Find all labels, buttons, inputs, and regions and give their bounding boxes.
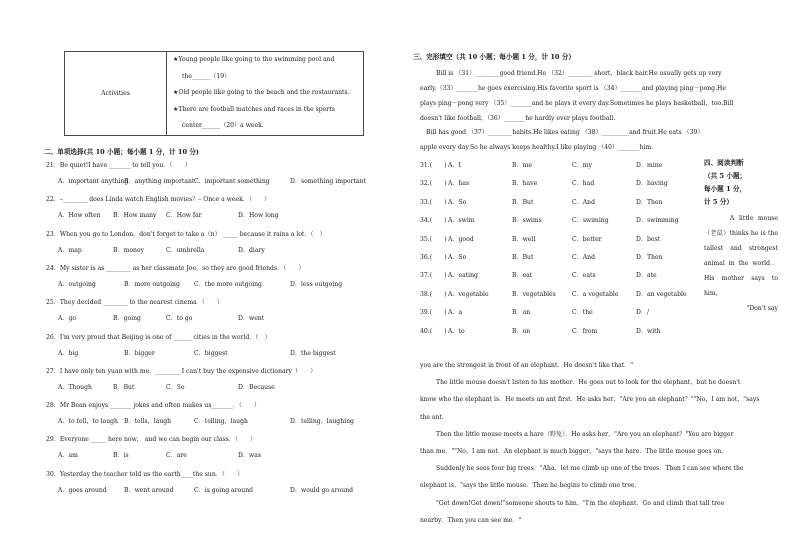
cloze-answer-row <box>420 291 710 301</box>
option-c[interactable]: C．biggest <box>194 349 228 357</box>
cloze-question-number[interactable]: 31.( ) <box>420 162 447 169</box>
option-a[interactable]: A．outgoing <box>58 280 96 288</box>
question-stem: 24．My sister is as ________ as her classmate Joe，so they are good friends．（ ） <box>46 264 305 272</box>
option-d[interactable]: D．telling，laughing <box>290 418 354 426</box>
cloze-option-c[interactable]: C．a vegetable <box>572 290 619 298</box>
option-d[interactable]: D．something important <box>290 178 366 185</box>
option-d[interactable]: D．the biggest <box>290 349 336 357</box>
cloze-question-number[interactable]: 35.( ) <box>420 235 447 243</box>
story-line: "Get down!Get down!"someone shouts to him，"I'm the elephant．Go and climb that tall tree <box>436 499 725 507</box>
cloze-question-number[interactable]: 39.( ) <box>420 309 447 317</box>
cloze-option-d[interactable]: D．Then <box>636 254 663 261</box>
option-a[interactable]: A．map <box>58 246 82 254</box>
section-3-title: 三、完形填空（共 10 小题；每小题 1 分，计 10 分） <box>413 53 575 61</box>
option-d[interactable]: D．went <box>238 315 265 323</box>
cloze-option-d[interactable]: D．with <box>636 327 661 335</box>
option-b[interactable]: B．more outgoing <box>124 280 180 288</box>
story-line: elephant is，"says the little mouse．Then he begins to climb one tree． <box>420 482 641 490</box>
section-2-title: 二、单项选择(共 10 小题；每小题 1 分，计 10 分) <box>44 148 200 156</box>
cloze-question-number[interactable]: 40.( ) <box>420 327 447 335</box>
question-stem: 28．Mr Bean enjoys _______ jokes and often makes us_______．（ ） <box>46 402 261 410</box>
cloze-question-number[interactable]: 33.( ) <box>420 198 447 206</box>
story-line: nearby．Then you can see me．" <box>420 516 522 524</box>
cloze-option-b[interactable]: B．me <box>512 162 532 169</box>
cloze-line: apple every day.So he always keeps healthy.I like playing （40）_______him. <box>420 144 654 151</box>
question-stem: 25．They decided ________ to the nearest cinema （ ） <box>46 299 224 307</box>
cloze-option-c[interactable]: C．my <box>572 162 592 169</box>
cloze-option-a[interactable]: A．a <box>448 309 463 317</box>
cloze-option-a[interactable]: A．vegetable <box>448 290 489 298</box>
option-b[interactable]: B．bigger <box>124 349 155 357</box>
cloze-question-number[interactable]: 37.( ) <box>420 272 447 280</box>
option-b[interactable]: B．is <box>113 452 129 460</box>
question-stem: 21．Be quiet!I have _______ to tell you．（ ） <box>46 162 191 169</box>
cloze-option-b[interactable]: B．an <box>512 309 531 317</box>
cloze-option-a[interactable]: A．has <box>448 180 470 188</box>
cloze-answer-row <box>420 162 710 172</box>
option-c[interactable]: C．How far <box>166 212 202 220</box>
option-d[interactable]: D．diary <box>238 246 265 254</box>
story-line: than me．""No，I am not．An elephant is much bigger，"says the hare．The little mouse goes on． <box>420 448 728 455</box>
activities-table <box>64 51 364 136</box>
cloze-option-c[interactable]: C．had <box>572 180 595 188</box>
cloze-option-b[interactable]: B．swims <box>512 217 542 225</box>
option-d[interactable]: D．How long <box>238 212 279 220</box>
cloze-option-c[interactable]: C．swiming <box>572 217 609 225</box>
option-a[interactable]: A．How often <box>58 212 101 220</box>
story-line: the ant． <box>420 413 449 421</box>
cloze-option-c[interactable]: C．And <box>572 254 595 261</box>
option-c[interactable]: C．umbrella <box>166 246 205 254</box>
story-line: you are the strongest in front of an elephant．He doesn't like that．" <box>420 362 634 369</box>
option-b[interactable]: B．How many <box>113 212 157 220</box>
section-4-title-line: 四、阅读判断 <box>704 159 744 167</box>
story-opening: A little mouse（老鼠）thinks he is the tallest and strongest animal in the world．His mother says to him， <box>704 215 778 297</box>
option-c[interactable]: C．important something <box>194 178 270 185</box>
cloze-question-number[interactable]: 32.( ) <box>420 180 447 188</box>
activity-line: ★There are football matches and races in the sports <box>173 105 335 113</box>
activity-line: the______（19） <box>182 72 231 80</box>
cloze-answer-row <box>420 236 710 246</box>
cloze-option-a[interactable]: A．So <box>448 254 467 261</box>
cloze-option-a[interactable]: A．swim <box>448 217 475 225</box>
option-a[interactable]: A．Though <box>58 383 92 391</box>
cloze-option-c[interactable]: C．better <box>572 235 602 243</box>
cloze-option-c[interactable]: C．from <box>572 327 598 335</box>
option-a[interactable]: A．important anything <box>58 178 129 185</box>
cloze-option-c[interactable]: C．the <box>572 309 593 317</box>
section-4-side <box>704 157 778 316</box>
cloze-line: early.（33）_______he goes exercising.His favorite sport is （34）_______and playing ping－pong.He <box>420 85 726 92</box>
cloze-option-b[interactable]: B．But <box>512 198 534 206</box>
option-a[interactable]: A．go <box>58 315 77 323</box>
cloze-line: doesn't like football，（36）_______he hardly ever plays football. <box>420 115 616 122</box>
activity-line: center______（20）a week. <box>182 122 264 130</box>
cloze-option-a[interactable]: A．I <box>448 162 461 169</box>
section-4-title-line: 计 5 分） <box>704 198 733 206</box>
cloze-answer-row <box>420 217 710 227</box>
cloze-option-b[interactable]: B．eat <box>512 272 533 280</box>
cloze-answer-row <box>420 180 710 190</box>
question-stem: 30．Yesterday the teacher told us the earth____the sun．（ ） <box>46 470 244 478</box>
cloze-line: Bill is （31）________good friend.He （32）________ short，black hair.He usually gets up very <box>436 70 722 77</box>
cloze-option-a[interactable]: A．So <box>448 198 467 206</box>
option-b[interactable]: B．money <box>113 246 144 254</box>
section-4-title-line: 每小题 1 分， <box>704 185 747 193</box>
option-d[interactable]: D．less outgoing <box>290 280 343 288</box>
question-stem: 22．–________ does Linda watch English movies？– Once a week．（ ） <box>46 196 271 204</box>
option-c[interactable]: C．to go <box>166 315 193 323</box>
activities-label: Activities <box>65 52 167 136</box>
cloze-option-a[interactable]: A．good <box>448 235 474 243</box>
cloze-option-d[interactable]: D．having <box>636 180 668 188</box>
option-b[interactable]: B．went around <box>124 486 174 494</box>
cloze-option-d[interactable]: D．swimming <box>636 217 679 225</box>
option-b[interactable]: B．tells，laugh <box>124 418 172 426</box>
option-d[interactable]: D．was <box>238 452 261 460</box>
option-c[interactable]: C．So <box>166 383 185 391</box>
option-c[interactable]: C．is going around <box>194 486 254 494</box>
activity-line: ★Old people like going to the beach and the restaurants. <box>173 89 350 97</box>
cloze-answer-row <box>420 272 710 282</box>
option-c[interactable]: C．are <box>166 452 187 460</box>
story-line: Then the little mouse meets a hare（野兔）．He asks her，"Are you an elephant？"You are bigger <box>436 430 734 438</box>
story-line: Suddenly he sees four big trees．"Aha，let me climb up one of the trees．Then I can see where the <box>436 465 744 473</box>
option-c[interactable]: C．telling，laugh <box>194 418 248 426</box>
cloze-question-number[interactable]: 36.( ) <box>420 254 447 261</box>
question-stem: 26．I'm very proud that Beijing is one of ______ cities in the world．（ ） <box>46 333 271 341</box>
story-opening-tail: "Don't say <box>746 305 778 312</box>
option-a[interactable]: A．big <box>58 349 79 357</box>
option-b[interactable]: B．But <box>113 383 135 391</box>
cloze-line: plays ping－pong very （35）_______and he plays it every day.Sometimes he plays basketball，too.Bill <box>420 100 734 107</box>
option-c[interactable]: C．the more outgoing <box>194 280 262 288</box>
cloze-option-b[interactable]: B．have <box>512 180 538 188</box>
cloze-option-d[interactable]: D．an vegetable <box>636 290 687 298</box>
cloze-question-number[interactable]: 38.( ) <box>420 290 447 298</box>
option-a[interactable]: A．goes around <box>58 486 107 494</box>
cloze-option-d[interactable]: D．Then <box>636 198 663 206</box>
option-d[interactable]: D．would go around <box>290 486 354 494</box>
question-stem: 27．I have only ten yuan with me．________ I can't buy the expensive dictionary（ ） <box>46 367 317 375</box>
cloze-option-b[interactable]: B．vegetables <box>512 290 556 298</box>
activity-line: ★Young people like going to the swimming pool and <box>173 56 335 64</box>
story-line: The little mouse doesn't listen to his mother．He goes out to look for the elephant，but he doesn't <box>436 379 741 387</box>
question-stem: 23．When you go to London，don't forget to take a（n） _____ because it rains a lot．（ ） <box>46 230 326 238</box>
cloze-answer-row <box>420 254 710 264</box>
cloze-option-b[interactable]: B．on <box>512 327 531 335</box>
cloze-question-number[interactable]: 34.( ) <box>420 217 447 225</box>
cloze-option-d[interactable]: D．ate <box>636 272 657 280</box>
cloze-option-d[interactable]: D．/ <box>636 309 650 317</box>
option-a[interactable]: A．am <box>58 452 78 460</box>
cloze-answer-row <box>420 199 710 209</box>
cloze-option-a[interactable]: A．to <box>448 327 465 335</box>
cloze-option-a[interactable]: A．eating <box>448 272 478 280</box>
cloze-option-c[interactable]: C．And <box>572 198 595 206</box>
activities-content <box>167 52 364 136</box>
option-b[interactable]: B．anything important <box>124 178 195 185</box>
cloze-line: Bill has good （37）________habits.He likes eating （38）_________and fruit.He eats （39） <box>426 129 704 136</box>
option-d[interactable]: D．Because <box>238 383 275 391</box>
cloze-option-d[interactable]: D．best <box>636 235 661 243</box>
option-a[interactable]: A．to tell，to laugh <box>58 418 118 426</box>
question-stem: 29．Everyone _____ here now， and we can begin our class．（ ） <box>46 436 257 444</box>
cloze-option-b[interactable]: B．well <box>512 235 536 243</box>
cloze-option-d[interactable]: D．mine <box>636 162 663 169</box>
cloze-answer-row <box>420 328 710 338</box>
cloze-option-c[interactable]: C．eats <box>572 272 596 280</box>
cloze-option-b[interactable]: B．But <box>512 254 534 261</box>
cloze-answer-row <box>420 309 710 319</box>
option-b[interactable]: B．going <box>113 315 141 323</box>
section-4-title-line: （共 5 小题； <box>704 172 747 180</box>
story-line: know who the elephant is．He meets an ant first．He asks her，"Are you an elephant？""No，I am not，"says <box>420 396 760 404</box>
